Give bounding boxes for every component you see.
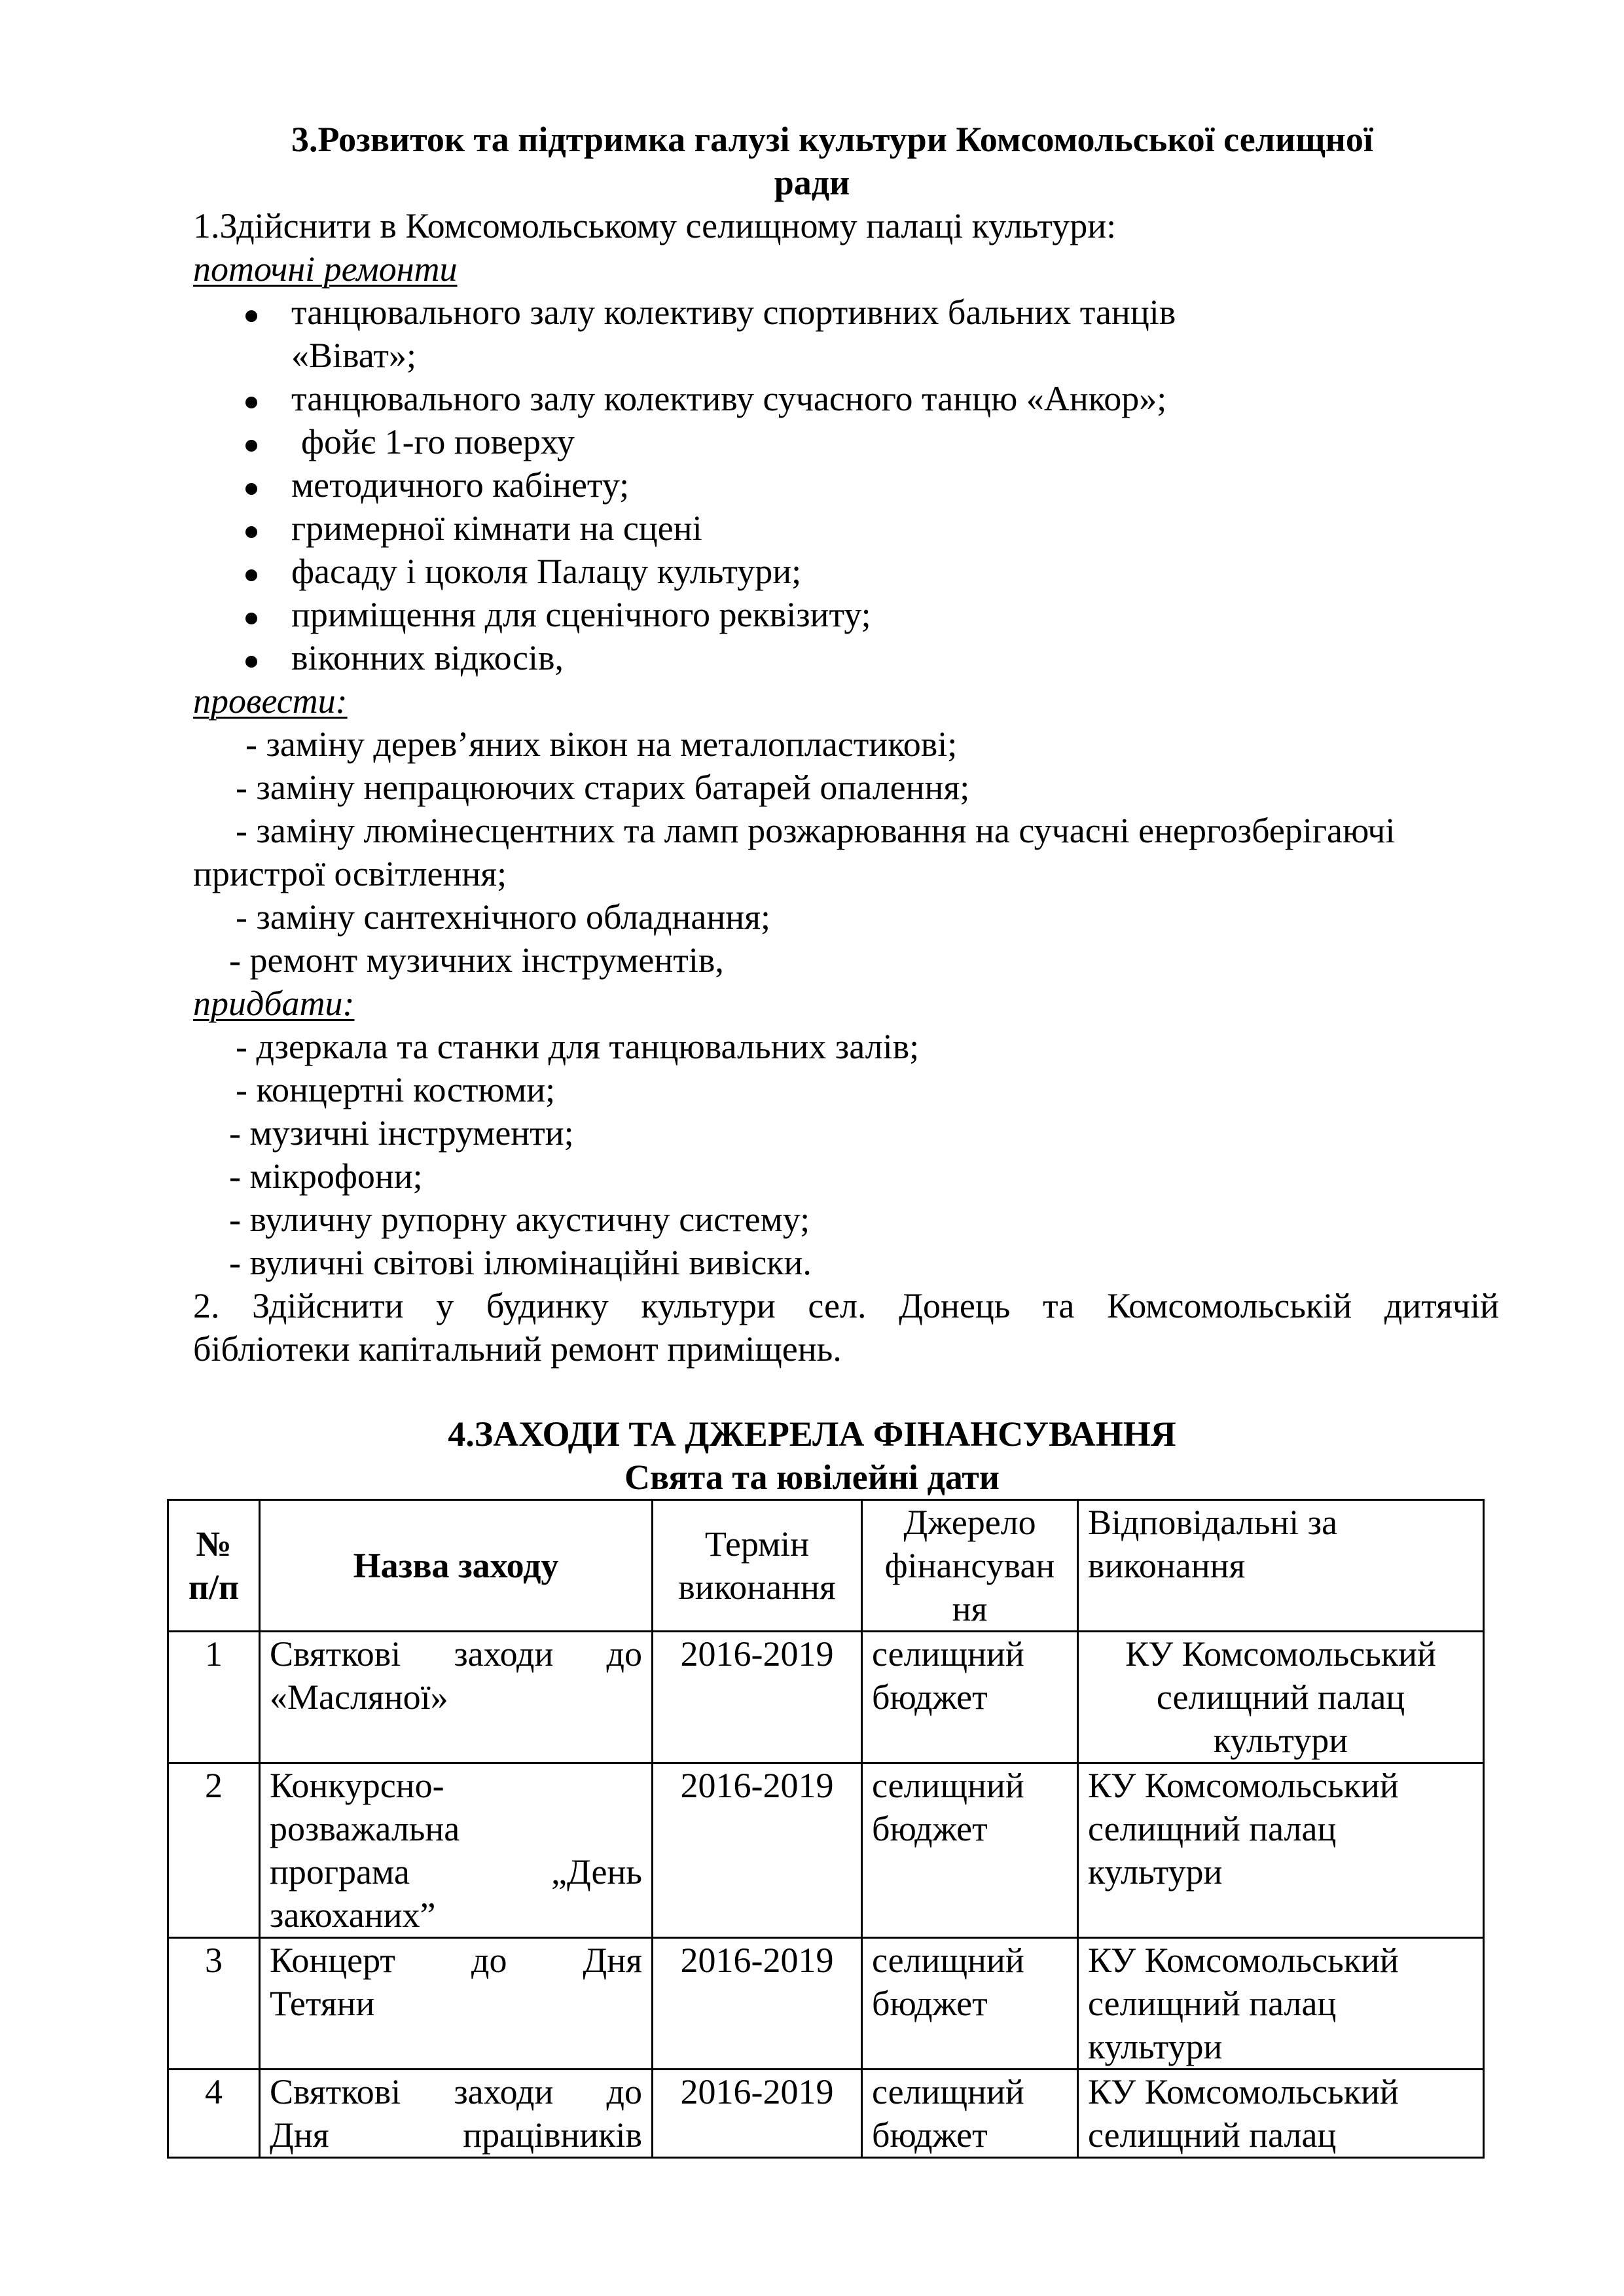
section3-title-line1: 3.Розвиток та підтримка галузі культури Комсомольської селищної xyxy=(291,120,1373,159)
bullet-dot xyxy=(245,526,257,538)
repair-item: приміщення для сценічного реквізиту; xyxy=(291,595,871,634)
row-name xyxy=(260,1763,653,1938)
row-responsible xyxy=(1078,2070,1484,2158)
row-responsible-line: селищний палац xyxy=(1088,1984,1337,2023)
row-source-line: бюджет xyxy=(872,2115,988,2155)
row-term: 2016-2019 xyxy=(653,1938,862,2070)
header-responsible-line: Відповідальні за xyxy=(1088,1503,1338,1542)
conduct-item: - заміну непрацюючих старих батарей опалення; xyxy=(236,768,970,807)
row-num: 1 xyxy=(168,1632,260,1763)
conduct-item: - ремонт музичних інструментів, xyxy=(229,941,724,980)
row-name-line: Дня працівників xyxy=(270,2115,642,2155)
row-responsible-line: селищний палац xyxy=(1088,1809,1337,1848)
row-source-line: селищний xyxy=(872,2072,1024,2111)
events-table xyxy=(167,1499,1485,2159)
intro-line: 1.Здійснити в Комсомольському селищному палаці культури: xyxy=(193,206,1117,245)
row-term: 2016-2019 xyxy=(653,1632,862,1763)
row-name-line: Концерт до Дня xyxy=(270,1941,642,1980)
header-name: Назва заходу xyxy=(260,1500,653,1632)
row-responsible-line: КУ Комсомольський xyxy=(1088,1941,1399,1980)
row-source-line: селищний xyxy=(872,1941,1024,1980)
row-responsible-line: КУ Комсомольський xyxy=(1088,1766,1399,1805)
row-responsible-line: селищний палац xyxy=(1156,1677,1405,1717)
row-name xyxy=(260,1632,653,1763)
buy-item: - вуличні світові ілюмінаційні вивіски. xyxy=(229,1243,812,1282)
buy-item: - дзеркала та станки для танцювальних залів; xyxy=(236,1027,920,1066)
repair-item: віконних відкосів, xyxy=(291,638,564,677)
bullet-dot xyxy=(245,397,257,408)
table-row xyxy=(168,2070,1484,2158)
conduct-item: - заміну люмінесцентних та ламп розжарювання на сучасні енергозберігаючі xyxy=(236,811,1396,850)
row-num: 4 xyxy=(168,2070,260,2158)
row-name-line: програма „День xyxy=(270,1852,642,1892)
header-source-line: фінансуван xyxy=(884,1546,1055,1585)
row-name-line: закоханих” xyxy=(270,1895,436,1935)
bullet-dot xyxy=(245,310,257,322)
bullet-dot xyxy=(245,656,257,668)
repair-item: гримерної кімнати на сцені xyxy=(291,509,702,548)
row-source xyxy=(862,2070,1078,2158)
bullet-dot xyxy=(245,613,257,624)
row-num: 3 xyxy=(168,1938,260,2070)
repair-item: танцювального залу колективу сучасного танцю «Анкор»; xyxy=(291,379,1167,418)
repair-item: фасаду і цоколя Палацу культури; xyxy=(291,552,802,591)
buy-item: - музичні інструменти; xyxy=(229,1113,574,1153)
row-name-line: Тетяни xyxy=(270,1984,375,2023)
row-term: 2016-2019 xyxy=(653,1763,862,1938)
row-responsible-line: КУ Комсомольський xyxy=(1088,2072,1399,2111)
table-row xyxy=(168,1938,1484,2070)
table-row xyxy=(168,1632,1484,1763)
row-source-line: селищний xyxy=(872,1766,1024,1805)
row-name-line xyxy=(270,1632,642,1676)
row-responsible-line: культури xyxy=(1213,1721,1348,1760)
table-row xyxy=(168,1763,1484,1938)
table-header-row xyxy=(168,1500,1484,1632)
row-source xyxy=(862,1938,1078,2070)
row-term: 2016-2019 xyxy=(653,2070,862,2158)
row-num: 2 xyxy=(168,1763,260,1938)
row-responsible xyxy=(1078,1763,1484,1938)
row-source-line: селищний xyxy=(872,1634,1024,1674)
header-num xyxy=(168,1500,260,1632)
header-term-line: виконання xyxy=(678,1568,836,1607)
row-name xyxy=(260,2070,653,2158)
conduct-heading: провести: xyxy=(193,681,348,721)
header-num-line: п/п xyxy=(188,1568,240,1607)
conduct-item-continuation: пристрої освітлення; xyxy=(193,854,507,893)
row-source xyxy=(862,1763,1078,1938)
section3-title-line2: ради xyxy=(774,163,850,202)
header-num-line: № xyxy=(196,1524,232,1564)
repair-item: танцювального залу колективу спортивних бальних танців xyxy=(291,293,1176,332)
conduct-item: - заміну сантехнічного обладнання; xyxy=(236,897,770,937)
section4-subtitle: Свята та ювілейні дати xyxy=(624,1458,1000,1497)
row-name-line: розважальна xyxy=(270,1809,460,1848)
repair-item: методичного кабінету; xyxy=(291,465,630,505)
repair-item-continuation: «Віват»; xyxy=(291,336,416,375)
buy-item: - вуличну рупорну акустичну систему; xyxy=(229,1200,810,1239)
row-responsible xyxy=(1078,1632,1484,1763)
row-responsible-line: селищний палац xyxy=(1088,2115,1337,2155)
row-source xyxy=(862,1632,1078,1763)
repair-item: фойє 1-го поверху xyxy=(301,422,575,461)
row-responsible-line: культури xyxy=(1088,1852,1223,1892)
header-source-line: Джерело xyxy=(903,1503,1036,1542)
header-term-line: Термін xyxy=(704,1524,810,1564)
row-source-line: бюджет xyxy=(872,1677,988,1717)
row-name xyxy=(260,1938,653,2070)
row-name-line: Конкурсно- xyxy=(270,1766,444,1805)
bullet-dot xyxy=(245,483,257,495)
section4-title: 4.ЗАХОДИ ТА ДЖЕРЕЛА ФІНАНСУВАННЯ xyxy=(448,1414,1176,1454)
row-responsible-line: КУ Комсомольський xyxy=(1125,1634,1436,1674)
point2-line1: 2. Здійснити у будинку культури сел. Донець та Комсомольській дитячій xyxy=(193,1286,1499,1325)
conduct-item: - заміну дерев’яних вікон на металопластикові; xyxy=(245,725,958,764)
row-responsible-line: культури xyxy=(1088,2027,1223,2066)
point2-line2: бібліотеки капітальний ремонт приміщень. xyxy=(193,1329,842,1369)
bullet-dot xyxy=(245,569,257,581)
row-name-line: Святкові заходи до xyxy=(270,2072,642,2111)
buy-item: - мікрофони; xyxy=(229,1157,423,1196)
row-name-text: Святкові заходи до xyxy=(270,1634,642,1674)
row-name-line: «Масляної» xyxy=(270,1677,448,1717)
header-source xyxy=(862,1500,1078,1632)
header-source-line: ня xyxy=(952,1589,988,1628)
row-source-line: бюджет xyxy=(872,1809,988,1848)
header-responsible xyxy=(1078,1500,1484,1632)
row-source-line: бюджет xyxy=(872,1984,988,2023)
header-term xyxy=(653,1500,862,1632)
buy-heading: придбати: xyxy=(193,984,355,1023)
buy-item: - концертні костюми; xyxy=(236,1070,556,1109)
bullet-dot xyxy=(245,440,257,452)
header-responsible-line: виконання xyxy=(1088,1546,1246,1585)
row-responsible xyxy=(1078,1938,1484,2070)
repairs-heading: поточні ремонти xyxy=(193,249,458,289)
